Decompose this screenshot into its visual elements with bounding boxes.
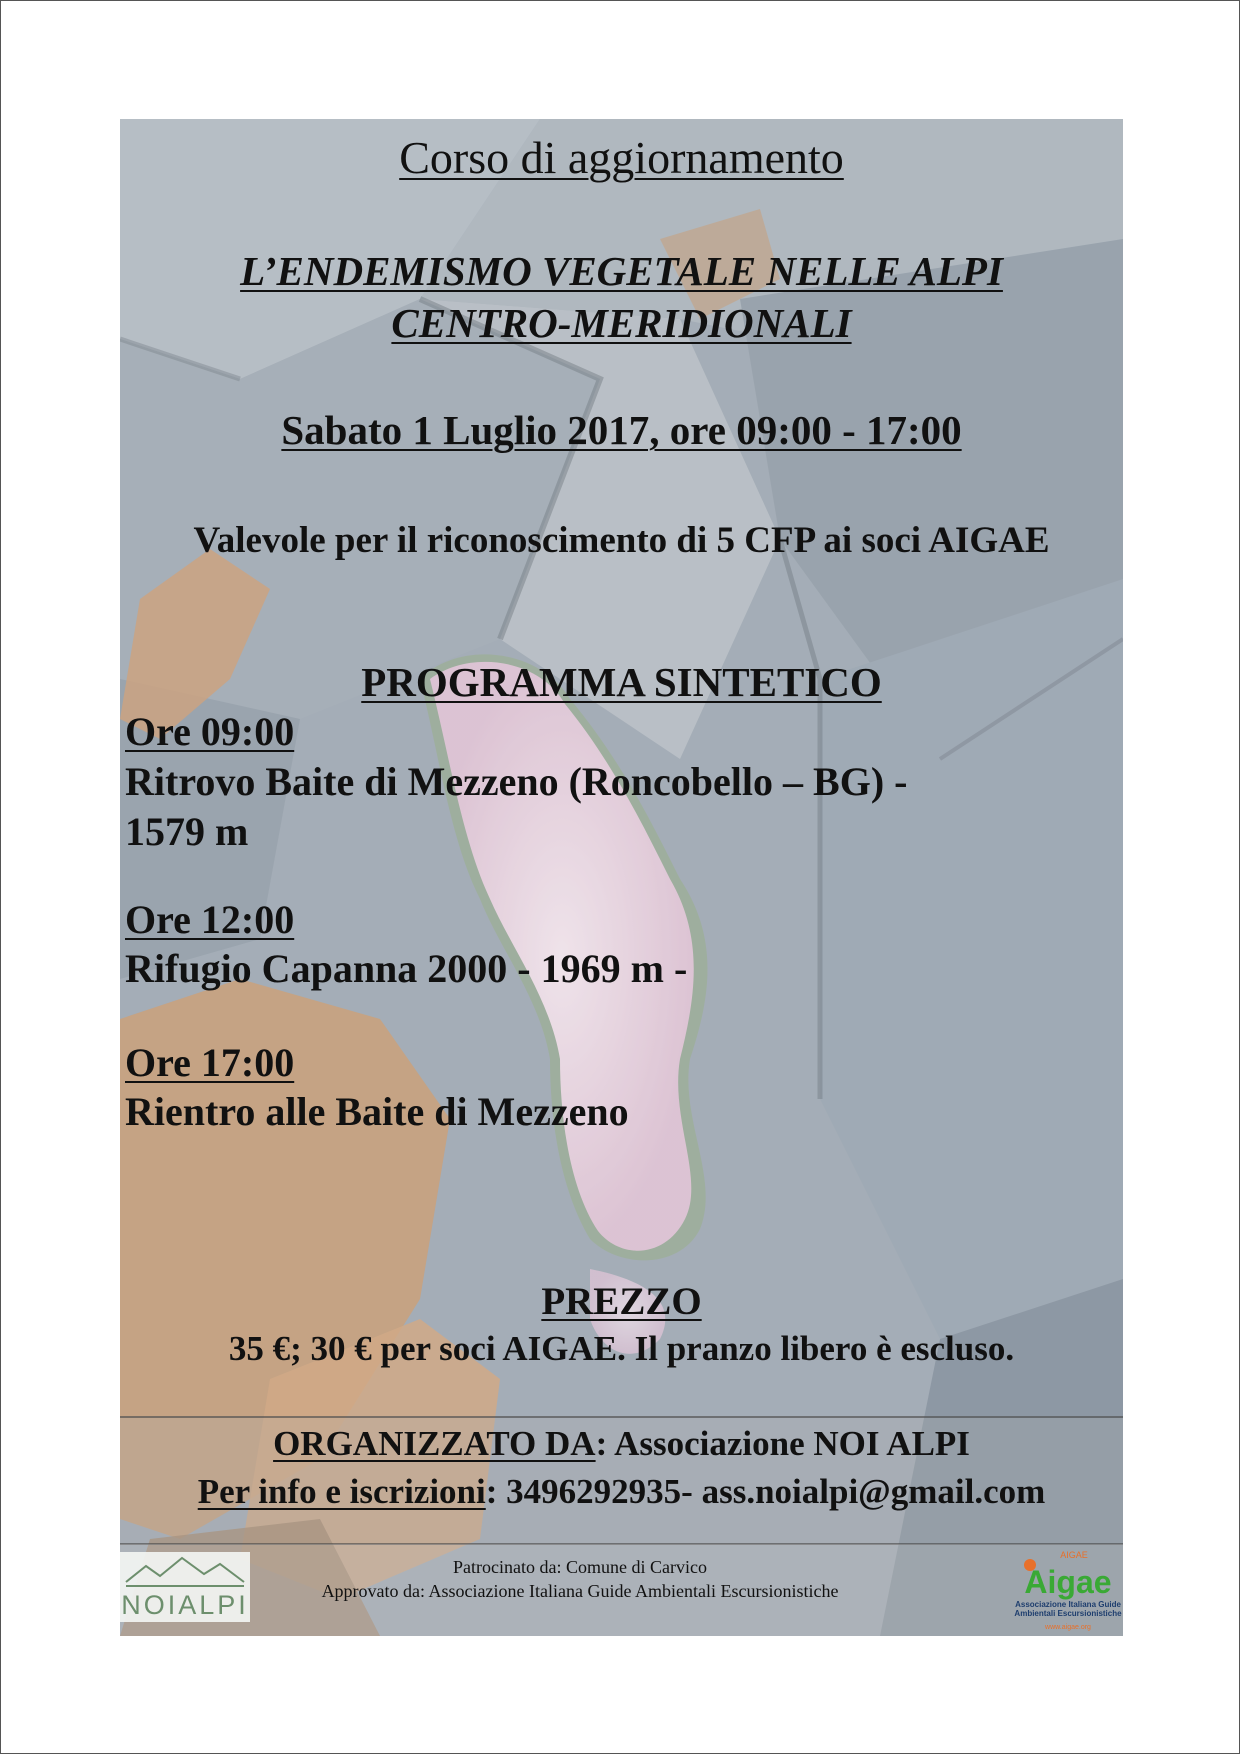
program-time-1: Ore 09:00 xyxy=(125,709,295,754)
aigae-logo-brand: Aigae xyxy=(1024,1564,1112,1600)
noialpi-logo xyxy=(120,1552,250,1622)
program-desc-1-line-1: Ritrovo Baite di Mezzeno (Roncobello – BG) - xyxy=(125,759,908,804)
aigae-logo-url: www.aigae.org xyxy=(1045,1624,1091,1631)
program-time-3: Ore 17:00 xyxy=(125,1040,295,1085)
flyer xyxy=(120,119,1123,1636)
organizer-label: ORGANIZZATO DA xyxy=(273,1424,596,1463)
organizer-value: : Associazione NOI ALPI xyxy=(595,1424,970,1463)
course-title-line-1: L’ENDEMISMO VEGETALE NELLE ALPI xyxy=(240,248,1003,294)
patronage-text: Patrocinato da: Comune di Carvico xyxy=(453,1557,707,1577)
noialpi-logo-text: NOIALPI xyxy=(121,1590,249,1620)
course-date: Sabato 1 Luglio 2017, ore 09:00 - 17:00 xyxy=(281,407,962,453)
info-label: Per info e iscrizioni xyxy=(197,1472,486,1511)
info-line xyxy=(120,1472,1123,1512)
aigae-logo-sub2: Ambientali Escursionistiche xyxy=(1014,1609,1122,1618)
organizer-line xyxy=(120,1424,1123,1464)
approval-text: Approvato da: Associazione Italiana Guide Ambientali Escursionistiche xyxy=(321,1581,839,1601)
price-text: 35 €; 30 € per soci AIGAE. Il pranzo libero è escluso. xyxy=(228,1329,1015,1368)
aigae-logo-sub1: Associazione Italiana Guide xyxy=(1015,1600,1121,1609)
info-value: : 3496292935- ass.noialpi@gmail.com xyxy=(485,1472,1046,1511)
course-type-heading: Corso di aggiornamento xyxy=(399,132,844,183)
price-heading: PREZZO xyxy=(541,1280,702,1323)
aigae-logo-top: AIGAE xyxy=(1060,1550,1088,1560)
program-desc-2: Rifugio Capanna 2000 - 1969 m - xyxy=(125,946,688,991)
program-desc-3: Rientro alle Baite di Mezzeno xyxy=(125,1089,629,1134)
aigae-logo xyxy=(1010,1547,1122,1633)
program-time-2: Ore 12:00 xyxy=(125,897,295,942)
program-heading: PROGRAMMA SINTETICO xyxy=(361,659,882,705)
credits-note: Valevole per il riconoscimento di 5 CFP ai soci AIGAE xyxy=(193,520,1050,561)
course-title-line-2: CENTRO-MERIDIONALI xyxy=(391,300,852,346)
program-desc-1-line-2: 1579 m xyxy=(125,809,249,854)
